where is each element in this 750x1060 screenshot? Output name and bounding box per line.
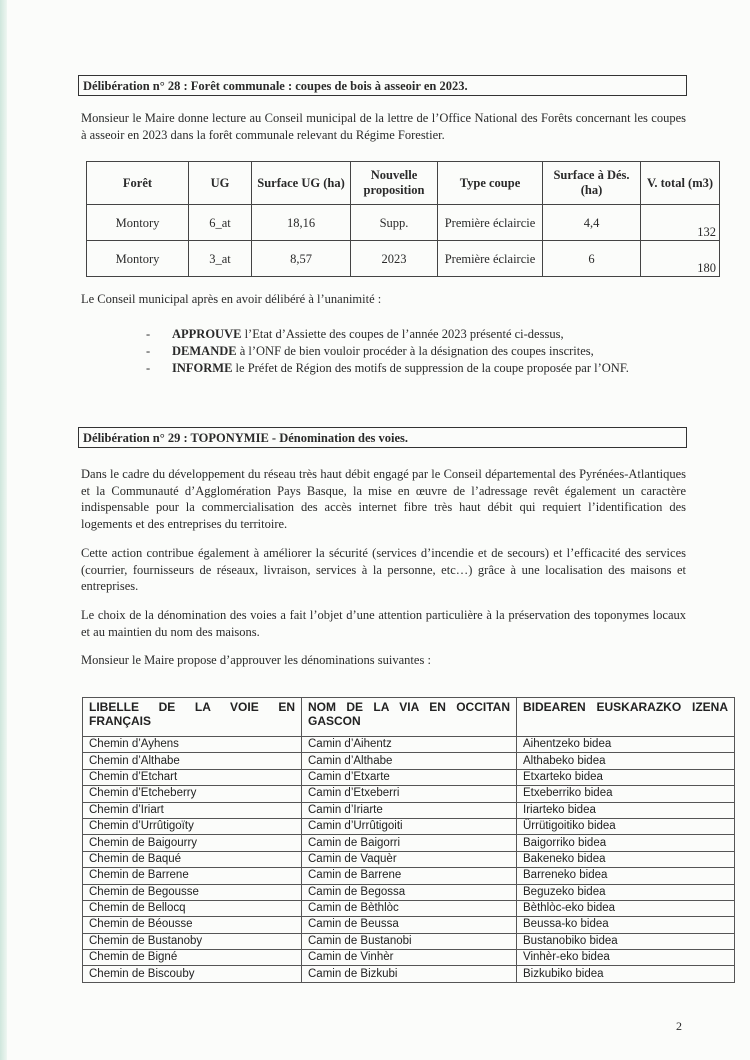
street-cell-french: Chemin d’Iriart: [83, 802, 302, 818]
street-cell-occitan: Camin d’Aihentz: [302, 737, 517, 753]
street-cell-occitan: Camin d’Urrûtigoiti: [302, 818, 517, 834]
action-verb: INFORME: [172, 361, 233, 375]
forest-cell: Supp.: [351, 205, 438, 241]
forest-header-type-coupe: Type coupe: [438, 162, 543, 205]
deliberation-28-intro: Monsieur le Maire donne lecture au Conseil municipal de la lettre de l’Office National des Forêts concernant les coupes à asseoir en 2023 dans la forêt communale relevant du Régime Forestier.: [81, 111, 686, 142]
street-cell-basque: Aihentzeko bidea: [517, 737, 735, 753]
street-cell-french: Chemin d’Etcheberry: [83, 786, 302, 802]
forest-cell: 4,4: [543, 205, 641, 241]
forest-header-surface-ug: Surface UG (ha): [252, 162, 351, 205]
deliberation-29-paragraph: Cette action contribue également à améliorer la sécurité (services d’incendie et de secours) et l’efficacité des services (courrier, fournisseurs de réseaux, livraison, services à la personne, etc…) grâce à une localisation des maisons et entreprises.: [81, 546, 686, 593]
street-table-row: [83, 917, 735, 933]
deliberation-29-paragraph: Le choix de la dénomination des voies a fait l’objet d’une attention particulière à la préservation des toponymes locaux et au maintien du nom des maisons.: [81, 608, 686, 639]
street-cell-french: Chemin de Barrene: [83, 868, 302, 884]
forest-cell: 6_at: [189, 205, 252, 241]
street-cell-basque: Etxeberriko bidea: [517, 786, 735, 802]
street-table-row: [83, 950, 735, 966]
street-cell-french: Chemin de Biscouby: [83, 966, 302, 982]
forest-cell: 18,16: [252, 205, 351, 241]
street-cell-occitan: Camin de Bustanobi: [302, 933, 517, 949]
action-verb: DEMANDE: [172, 344, 237, 358]
street-cell-basque: Barreneko bidea: [517, 868, 735, 884]
street-cell-basque: Iriarteko bidea: [517, 802, 735, 818]
street-cell-french: Chemin d’Urrûtigoïty: [83, 818, 302, 834]
forest-cell: Première éclaircie: [438, 241, 543, 277]
action-item: - APPROUVE l’Etat d’Assiette des coupes de l’année 2023 présenté ci-dessus,: [146, 327, 564, 341]
forest-cell: 2023: [351, 241, 438, 277]
forest-cell: 3_at: [189, 241, 252, 277]
deliberation-28-actions: [146, 326, 686, 377]
deliberation-29-paragraph: Dans le cadre du développement du réseau très haut débit engagé par le Conseil départemental des Pyrénées-Atlantiques et la Communauté d’Agglomération Pays Basque, la mise en œuvre de l’adressage revêt également un caractère indispensable pour la commercialisation des accès internet fibre très haut débit qui requiert l’identification des logements et des entreprises du territoire.: [81, 467, 686, 531]
street-cell-occitan: Camin de Bizkubi: [302, 966, 517, 982]
street-header-french: LIBELLE DE LA VOIE EN FRANÇAIS: [83, 698, 302, 737]
street-cell-occitan: Camin de Bèthlòc: [302, 900, 517, 916]
street-cell-occitan: Camin d’Etxarte: [302, 769, 517, 785]
street-cell-basque: Beguzeko bidea: [517, 884, 735, 900]
deliberation-29-paragraph: Monsieur le Maire propose d’approuver les dénominations suivantes :: [81, 653, 431, 667]
street-table-row: [83, 868, 735, 884]
action-text: l’Etat d’Assiette des coupes de l’année 2023 présenté ci-dessus,: [241, 327, 564, 341]
forest-header-volume: V. total (m3): [641, 162, 720, 205]
street-cell-occitan: Camin de Beussa: [302, 917, 517, 933]
street-cell-basque: Bustanobiko bidea: [517, 933, 735, 949]
street-cell-occitan: Camin d’Etxeberri: [302, 786, 517, 802]
street-header-basque: BIDEAREN EUSKARAZKO IZENA: [517, 698, 735, 737]
street-table-row: [83, 786, 735, 802]
street-cell-basque: Bakeneko bidea: [517, 851, 735, 867]
action-item: - DEMANDE à l’ONF de bien vouloir procéder à la désignation des coupes inscrites,: [146, 344, 594, 358]
forest-cell: Montory: [87, 241, 189, 277]
forest-cell-volume: 132: [641, 205, 720, 241]
forest-header-nouvelle-proposition: Nouvelle proposition: [351, 162, 438, 205]
street-cell-french: Chemin de Bigné: [83, 950, 302, 966]
forest-cell: Première éclaircie: [438, 205, 543, 241]
street-table-row: [83, 966, 735, 982]
action-text: à l’ONF de bien vouloir procéder à la désignation des coupes inscrites,: [236, 344, 594, 358]
street-table-row: [83, 835, 735, 851]
street-cell-occitan: Camin de Baigorri: [302, 835, 517, 851]
deliberation-28-title: Délibération n° 28 : Forêt communale : coupes de bois à asseoir en 2023.: [78, 75, 687, 96]
street-cell-basque: Vinhèr-eko bidea: [517, 950, 735, 966]
street-table-row: [83, 933, 735, 949]
street-cell-basque: Bèthlòc-eko bidea: [517, 900, 735, 916]
street-cell-basque: Beussa-ko bidea: [517, 917, 735, 933]
street-header-occitan: NOM DE LA VIA EN OCCITAN GASCON: [302, 698, 517, 737]
street-table-row: [83, 884, 735, 900]
street-cell-occitan: Camin d’Iriarte: [302, 802, 517, 818]
forest-header-ug: UG: [189, 162, 252, 205]
street-table-row: [83, 802, 735, 818]
street-table-row: [83, 900, 735, 916]
street-cell-french: Chemin d’Ayhens: [83, 737, 302, 753]
street-cell-occitan: Camin d’Althabe: [302, 753, 517, 769]
street-cell-french: Chemin de Béousse: [83, 917, 302, 933]
street-table-row: [83, 753, 735, 769]
street-cell-basque: Althabeko bidea: [517, 753, 735, 769]
deliberation-29-title: Délibération n° 29 : TOPONYMIE - Dénomination des voies.: [78, 427, 687, 448]
street-cell-french: Chemin de Bustanoby: [83, 933, 302, 949]
street-table-row: [83, 737, 735, 753]
street-cell-occitan: Camin de Begossa: [302, 884, 517, 900]
forest-cell: Montory: [87, 205, 189, 241]
action-verb: APPROUVE: [172, 327, 242, 341]
street-cell-occitan: Camin de Vinhèr: [302, 950, 517, 966]
street-table-row: [83, 769, 735, 785]
street-cell-occitan: Camin de Barrene: [302, 868, 517, 884]
street-cell-french: Chemin de Baigourry: [83, 835, 302, 851]
street-cell-french: Chemin de Bellocq: [83, 900, 302, 916]
forest-header-surface-des: Surface à Dés. (ha): [543, 162, 641, 205]
deliberation-28-decision: Le Conseil municipal après en avoir délibéré à l’unanimité :: [81, 292, 382, 306]
street-cell-occitan: Camin de Vaquèr: [302, 851, 517, 867]
street-names-table: [82, 697, 735, 983]
action-item: - INFORME le Préfet de Région des motifs de suppression de la coupe proposée par l’ONF.: [146, 361, 629, 375]
street-cell-basque: Baigorriko bidea: [517, 835, 735, 851]
street-table-body: [83, 737, 735, 983]
street-table-row: [83, 851, 735, 867]
street-cell-french: Chemin d’Althabe: [83, 753, 302, 769]
forest-header-foret: Forêt: [87, 162, 189, 205]
forest-cuts-table: [86, 161, 720, 277]
street-cell-french: Chemin d’Etchart: [83, 769, 302, 785]
street-cell-basque: Bizkubiko bidea: [517, 966, 735, 982]
forest-table-row: [87, 241, 720, 277]
street-cell-basque: Ürrütigoitiko bidea: [517, 818, 735, 834]
street-table-row: [83, 818, 735, 834]
forest-cell-volume: 180: [641, 241, 720, 277]
action-text: le Préfet de Région des motifs de suppression de la coupe proposée par l’ONF.: [232, 361, 629, 375]
forest-cell: 8,57: [252, 241, 351, 277]
page-number: 2: [676, 1019, 682, 1033]
street-table-header-row: [83, 698, 735, 737]
forest-cell: 6: [543, 241, 641, 277]
forest-table-header-row: [87, 162, 720, 205]
street-cell-french: Chemin de Begousse: [83, 884, 302, 900]
street-cell-basque: Etxarteko bidea: [517, 769, 735, 785]
street-cell-french: Chemin de Baqué: [83, 851, 302, 867]
forest-table-row: [87, 205, 720, 241]
